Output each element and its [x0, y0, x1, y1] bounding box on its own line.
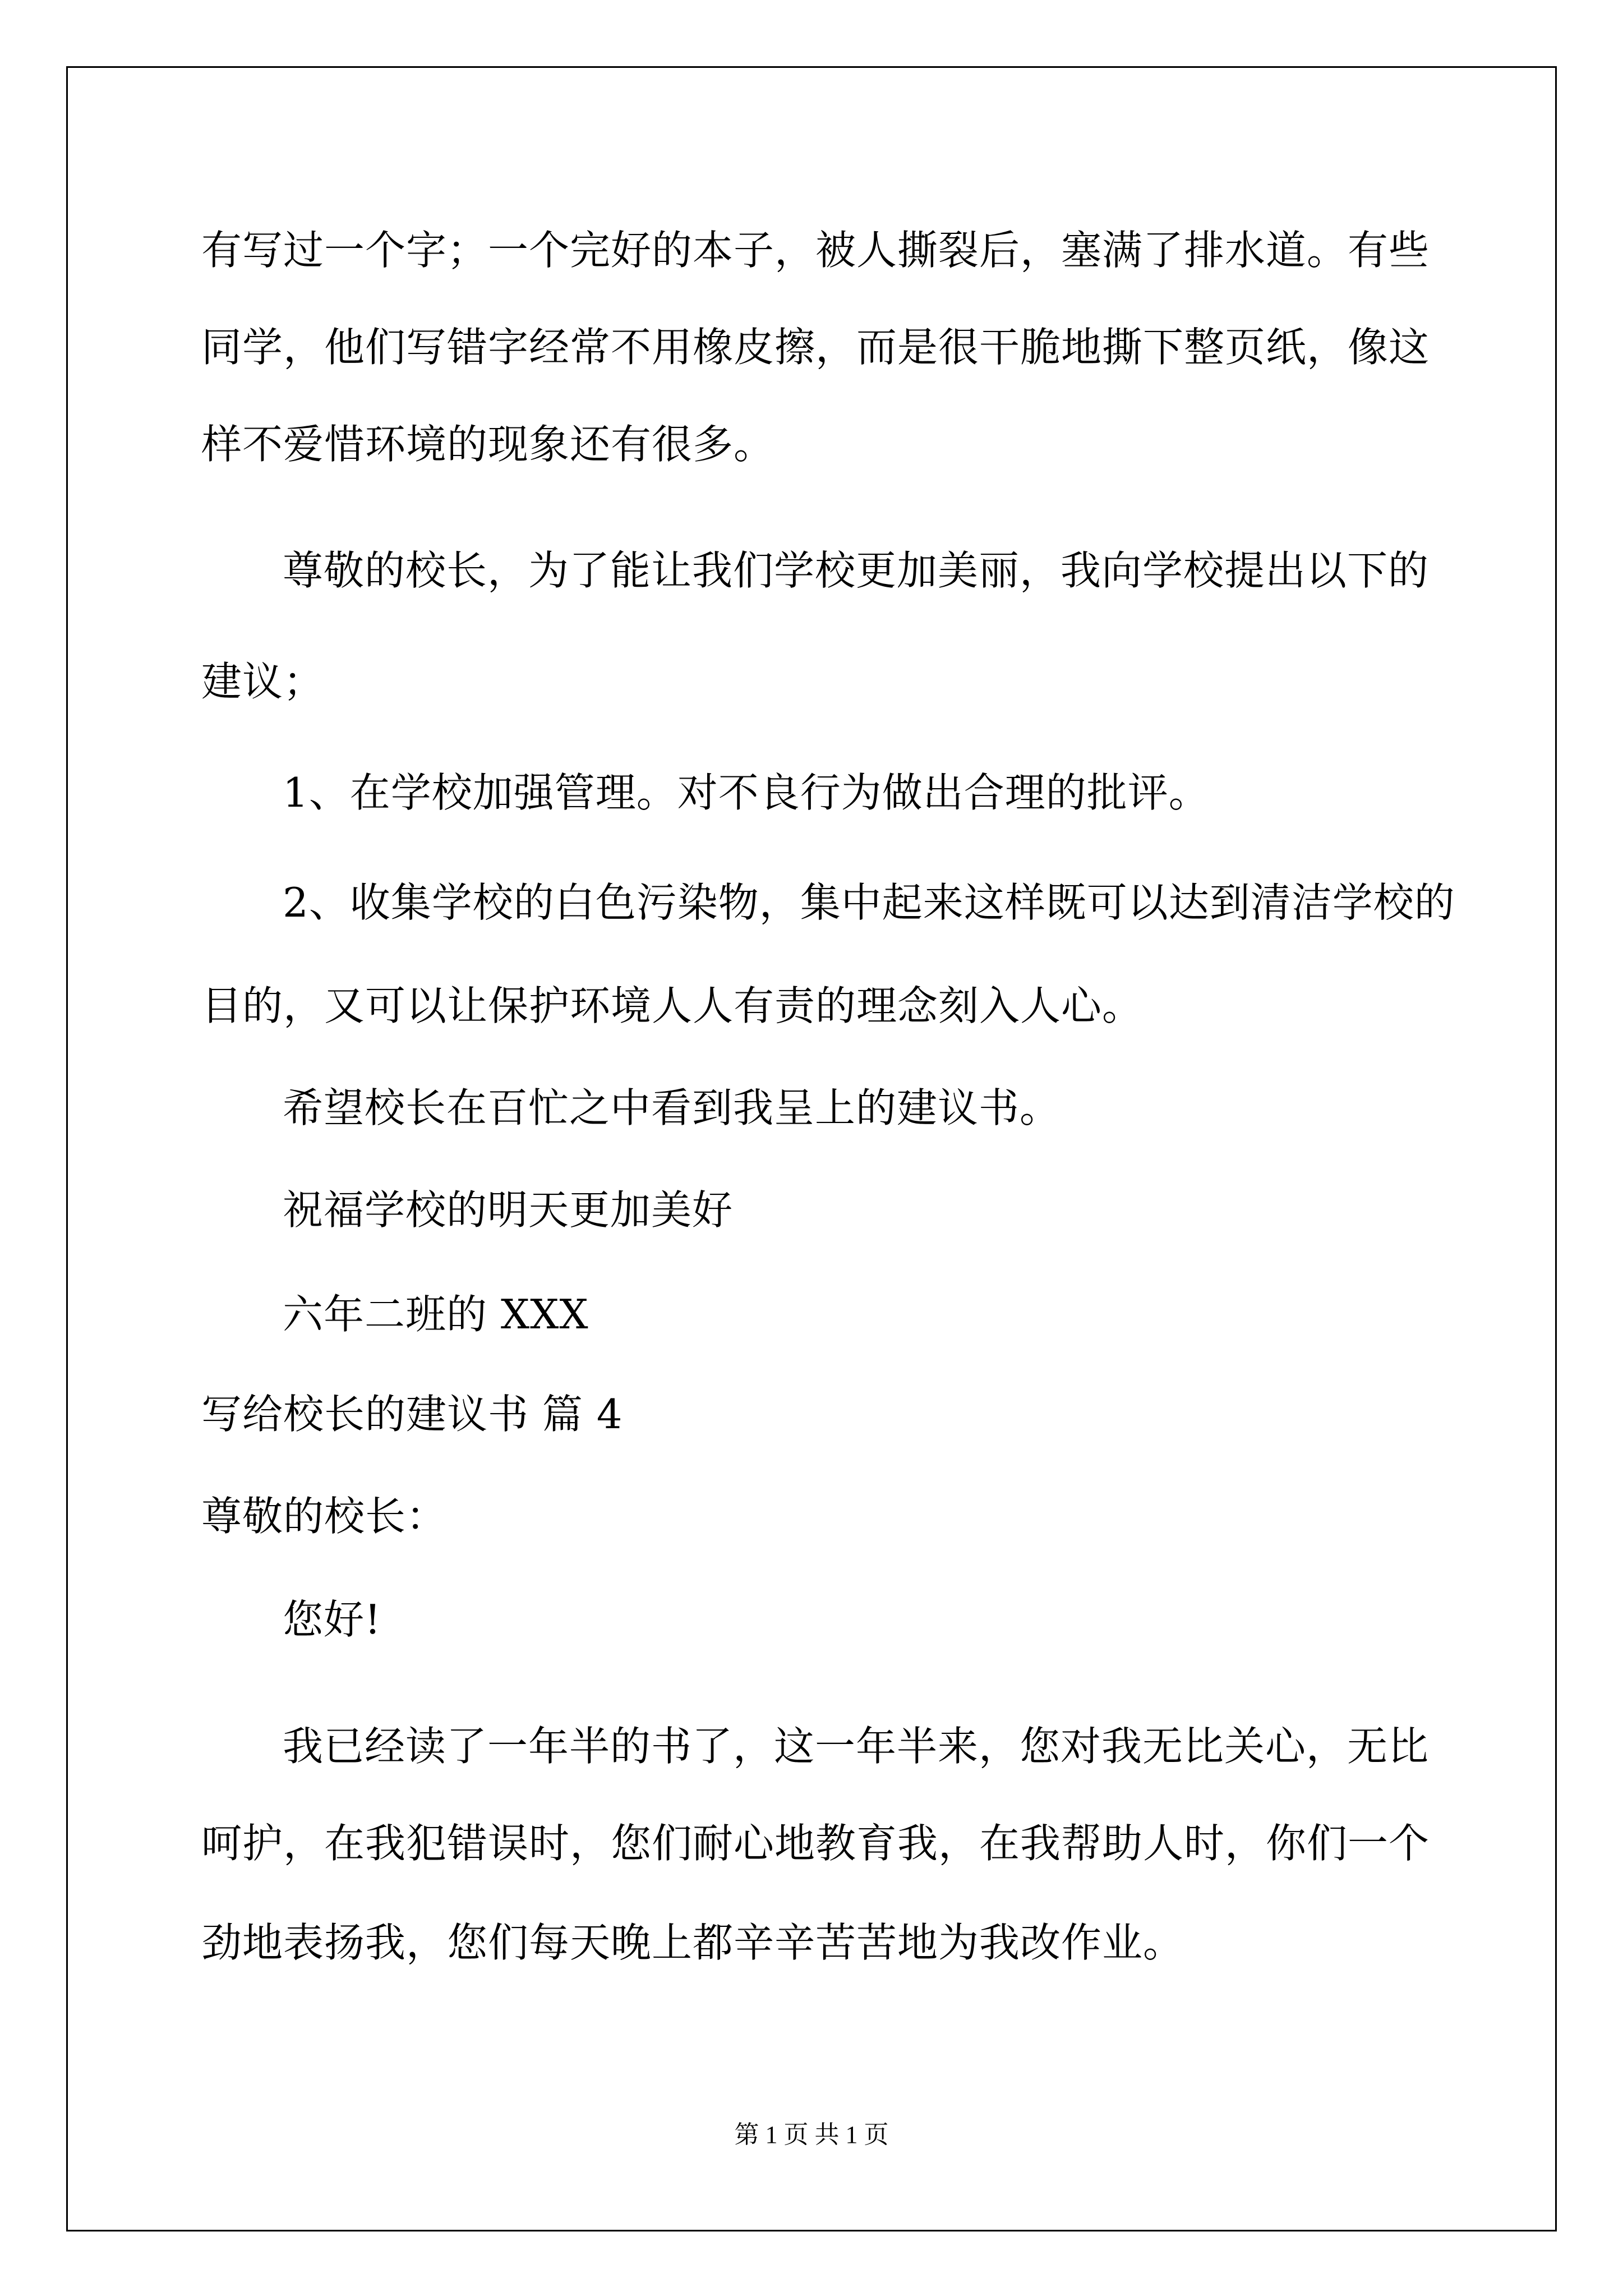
body-line-9: 希望校长在百忙之中看到我呈上的建议书。 — [283, 1084, 1061, 1131]
body-line-1: 有写过一个字；一个完好的本子，被人撕裂后，塞满了排水道。有些 — [201, 227, 1430, 274]
suggestion-1: 1、在学校加强管理。对不良行为做出合理的批评。 — [283, 769, 1210, 816]
page-footer: 第 1 页 共 1 页 — [734, 2121, 889, 2148]
page-border — [66, 66, 1557, 2231]
body-line-3: 样不爱惜环境的现象还有很多。 — [201, 421, 775, 468]
greeting: 您好! — [283, 1596, 381, 1643]
body-line-15: 我已经读了一年半的书了，这一年半来，您对我无比关心，无比 — [283, 1723, 1430, 1770]
body-line-4: 尊敬的校长，为了能让我们学校更加美丽，我向学校提出以下的 — [283, 547, 1430, 594]
suggestion-2-line-2: 目的，又可以让保护环境人人有责的理念刻入人心。 — [201, 982, 1144, 1029]
body-line-2: 同学，他们写错字经常不用橡皮擦，而是很干脆地撕下整页纸，像这 — [201, 324, 1430, 371]
blessing-line: 祝福学校的明天更加美好 — [283, 1186, 734, 1234]
salutation: 尊敬的校长： — [201, 1493, 448, 1540]
body-line-16: 呵护，在我犯错误时，您们耐心地教育我，在我帮助人时，你们一个 — [201, 1820, 1430, 1867]
signature-line: 六年二班的 XXX — [283, 1291, 589, 1338]
body-line-17: 劲地表扬我，您们每天晚上都辛辛苦苦地为我改作业。 — [201, 1919, 1184, 1966]
section-heading: 写给校长的建议书 篇 4 — [201, 1391, 623, 1438]
suggestion-2-line-1: 2、收集学校的白色污染物，集中起来这样既可以达到清洁学校的 — [283, 879, 1455, 926]
body-line-5: 建议； — [201, 658, 325, 705]
